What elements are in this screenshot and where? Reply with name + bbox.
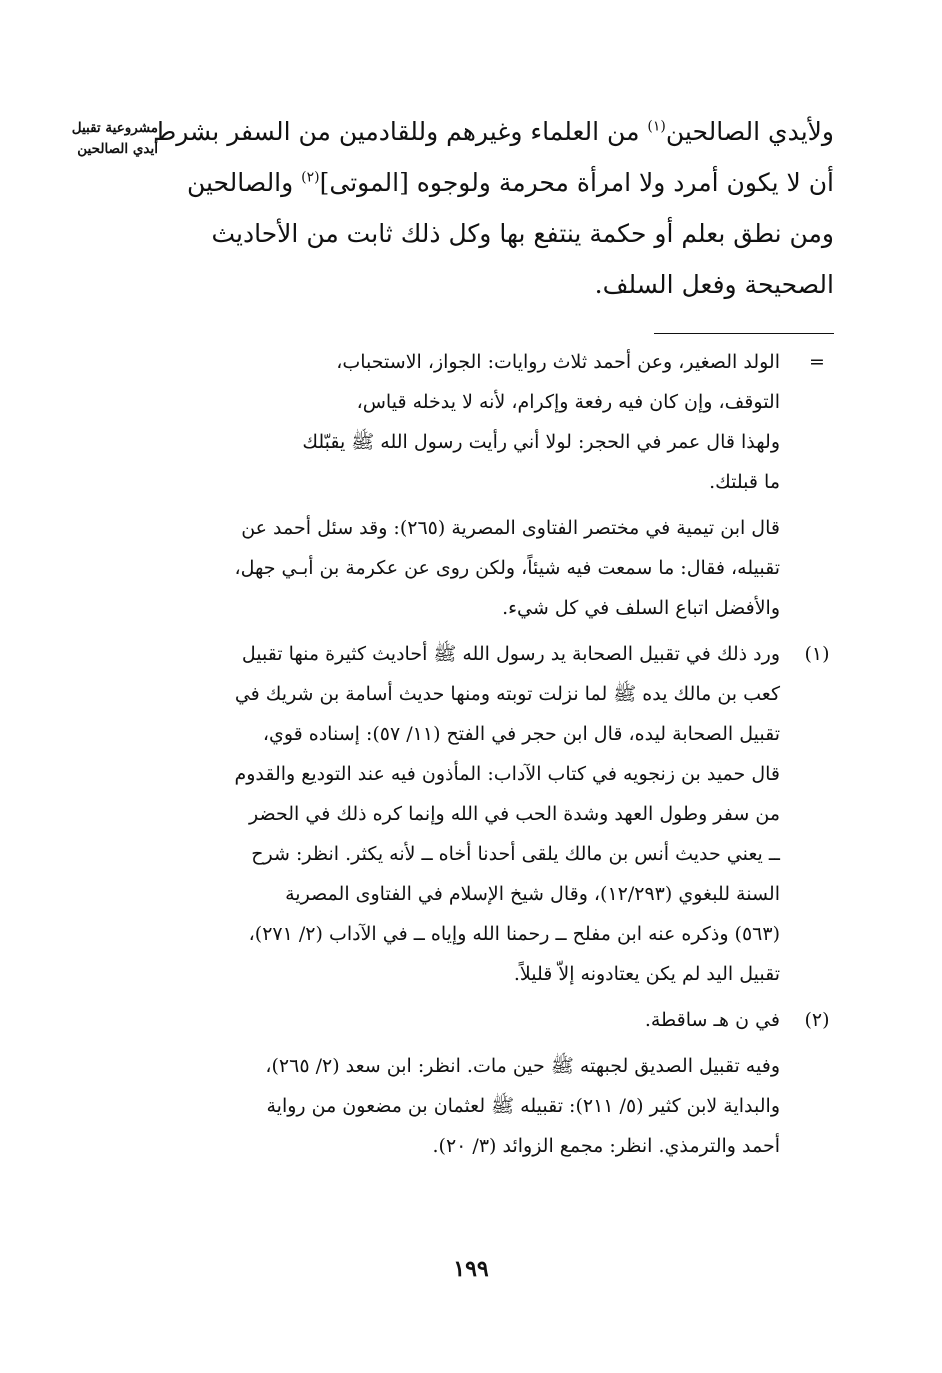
footnote-line: قال حميد بن زنجويه في كتاب الآداب: المأذون فيه عند التوديع والقدوم	[234, 763, 780, 785]
main-text-segment: من العلماء وغيرهم وللقادمين من السفر بشرط	[153, 117, 648, 146]
main-text-segment: أن لا يكون أمرد ولا امرأة محرمة ولوجوه [الموتى]	[319, 168, 834, 197]
footnote-mark: (٢)	[804, 1009, 830, 1031]
main-text	[153, 106, 834, 310]
footnote-line: السنة للبغوي (١٢/٢٩٣)، وقال شيخ الإسلام في الفتاوى المصرية	[285, 883, 780, 905]
footnote-line: ــ يعني حديث أنس بن مالك يلقى أحدنا أخاه ــ لأنه يكثر. انظر: شرح	[251, 843, 780, 865]
margin-note-line: أيدي الصالحين	[77, 141, 158, 157]
footnote-line: (٥٦٣) وذكره عنه ابن مفلح ــ رحمنا الله وإياه ــ في الآداب (٢/ ٢٧١)،	[248, 923, 780, 945]
main-text-segment: والصالحين	[186, 168, 302, 197]
footnote-line: وفيه تقبيل الصديق لجبهته ﷺ حين مات. انظر: ابن سعد (٢/ ٢٦٥)،	[265, 1055, 780, 1077]
footnote-mark: =	[809, 351, 825, 373]
footnote-line: أحمد والترمذي. انظر: مجمع الزوائد (٣/ ٢٠).	[432, 1135, 780, 1157]
footnote-ref: (٢)	[301, 169, 320, 186]
footnote-line: تقبيله، فقال: ما سمعت فيه شيئاً، ولكن روى عن عكرمة بن أبـي جهل،	[234, 557, 780, 579]
footnote-line: الولد الصغير، وعن أحمد ثلاث روايات: الجواز، الاستحباب،	[336, 351, 780, 373]
margin-note	[62, 118, 158, 160]
footnote-continued	[106, 342, 842, 502]
footnote-2	[106, 1000, 842, 1040]
footnotes	[106, 342, 842, 1172]
main-line: الصحيحة وفعل السلف.	[594, 270, 834, 299]
footnote-line: التوقف، وإن كان فيه رفعة وإكرام، لأنه لا يدخله قياس،	[356, 391, 780, 413]
page-number: ١٩٩	[453, 1256, 489, 1282]
footnote-separator	[654, 333, 834, 334]
footnote-2-paragraph	[106, 1046, 842, 1166]
footnote-line: تقبيل اليد لم يكن يعتادونه إلاّ قليلاً.	[513, 963, 780, 985]
footnote-line: والبداية لابن كثير (٥/ ٢١١): تقبيله ﷺ لعثمان بن مضعون من رواية	[266, 1095, 780, 1117]
footnote-line: تقبيل الصحابة ليده، قال ابن حجر في الفتح (١١/ ٥٧): إسناده قوي،	[262, 723, 780, 745]
footnote-ref: (١)	[647, 118, 666, 135]
main-text-segment: ولأيدي الصالحين	[665, 117, 834, 146]
footnote-continued-paragraph	[106, 508, 842, 628]
footnote-line: قال ابن تيمية في مختصر الفتاوى المصرية (٢٦٥): وقد سئل أحمد عن	[241, 517, 780, 539]
main-line: ومن نطق بعلم أو حكمة ينتفع بها وكل ذلك ثابت من الأحاديث	[211, 219, 834, 248]
footnote-line: في ن هـ ساقطة.	[644, 1009, 780, 1031]
margin-note-line: مشروعية تقبيل	[71, 120, 158, 136]
footnote-line: كعب بن مالك يده ﷺ لما نزلت توبته ومنها حديث أسامة بن شريك في	[234, 683, 780, 705]
footnote-line: ورد ذلك في تقبيل الصحابة يد رسول الله ﷺ أحاديث كثيرة منها تقبيل	[241, 643, 780, 665]
footnote-1	[106, 634, 842, 994]
footnote-mark: (١)	[804, 643, 830, 665]
footnote-line: ولهذا قال عمر في الحجر: لولا أني رأيت رسول الله ﷺ يقبّلك	[302, 431, 780, 453]
footnote-line: ما قبلتك.	[709, 471, 780, 493]
footnote-line: من سفر وطول العهد وشدة الحب في الله وإنما كره ذلك في الحضر	[249, 803, 780, 825]
main-line	[162, 157, 834, 208]
main-line	[153, 106, 834, 157]
footnote-line: والأفضل اتباع السلف في كل شيء.	[502, 597, 780, 619]
